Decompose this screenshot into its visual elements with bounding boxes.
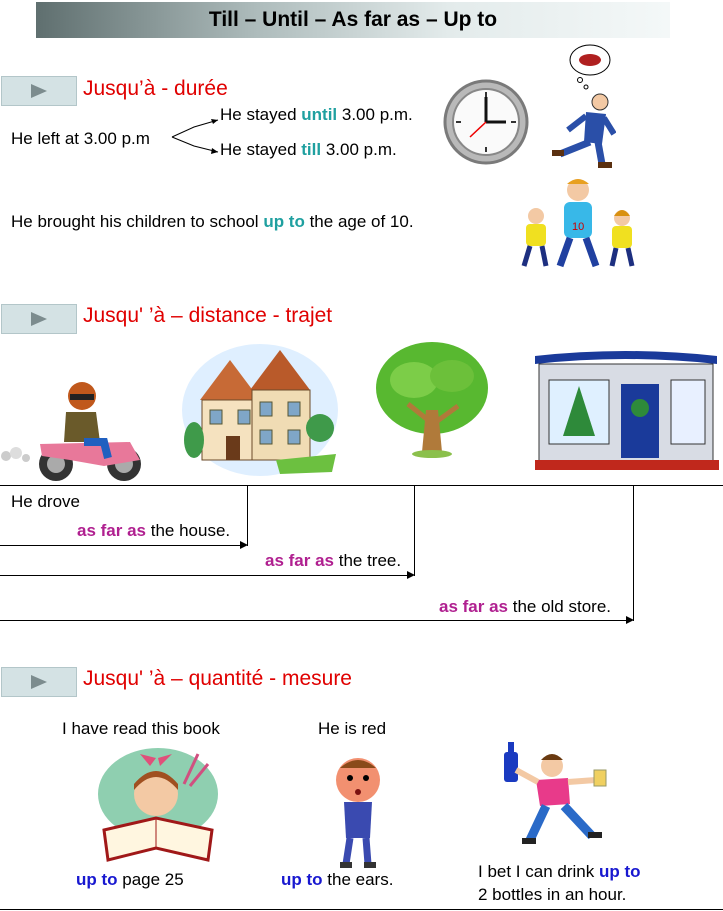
- keyword-up-to: up to: [281, 870, 323, 889]
- store-marker-line: [633, 485, 634, 621]
- duree-school-line: He brought his children to school up to the age of 10.: [11, 212, 414, 231]
- red-faced-man-image: [328, 754, 386, 870]
- book-top-text: I have read this book: [62, 719, 220, 738]
- bottom-rule: [0, 909, 723, 910]
- arrowhead-icon: [626, 616, 635, 625]
- arrow-to-house: [0, 545, 244, 546]
- drinking-man-image: [496, 740, 628, 850]
- arrowhead-icon: [407, 571, 416, 580]
- distance-top-rule: [0, 485, 723, 486]
- store-image: [533, 346, 719, 472]
- play-arrow-icon: [29, 83, 49, 99]
- section-heading-distance: Jusqu' ’à – distance - trajet: [83, 304, 333, 327]
- section-2-arrow-button[interactable]: [1, 304, 77, 334]
- keyword-as-far-as: as far as: [439, 597, 508, 616]
- keyword-as-far-as: as far as: [265, 551, 334, 570]
- section-heading-duree: Jusqu’à - durée: [83, 77, 228, 100]
- section-heading-mesure: Jusqu' ’à – quantité - mesure: [83, 667, 352, 690]
- distance-row-store: as far as the old store.: [439, 597, 612, 616]
- drink-line-2: 2 bottles in an hour.: [478, 885, 627, 904]
- house-marker-line: [247, 485, 248, 546]
- motorcyclist-image: [0, 376, 148, 486]
- distance-row-tree: as far as the tree.: [265, 551, 402, 570]
- arrow-to-store: [0, 620, 630, 621]
- family-image: [512, 176, 642, 272]
- house-image: [180, 340, 340, 480]
- keyword-till: till: [301, 140, 322, 159]
- keyword-up-to: up to: [76, 870, 118, 889]
- distance-row-house: as far as the house.: [77, 521, 231, 540]
- tree-marker-line: [414, 485, 415, 576]
- branch-arrows-icon: [170, 108, 220, 158]
- section-3-arrow-button[interactable]: [1, 667, 77, 697]
- page-title: Till – Until – As far as – Up to: [208, 8, 498, 31]
- keyword-until: until: [301, 105, 338, 124]
- keyword-as-far-as: as far as: [77, 521, 146, 540]
- drink-line-1: I bet I can drink up to: [478, 862, 641, 881]
- duree-line-till: He stayed till 3.00 p.m.: [220, 140, 397, 159]
- businessman-image: [540, 42, 616, 172]
- distance-start-text: He drove: [11, 492, 80, 511]
- play-arrow-icon: [29, 311, 49, 327]
- duree-line-until: He stayed until 3.00 p.m.: [220, 105, 413, 124]
- keyword-up-to: up to: [598, 862, 641, 881]
- red-top-text: He is red: [318, 719, 387, 738]
- arrow-to-tree: [0, 575, 411, 576]
- duree-left-text: He left at 3.00 p.m: [11, 129, 150, 148]
- reading-girl-image: [94, 744, 224, 866]
- title-bar: [36, 2, 670, 38]
- keyword-up-to: up to: [263, 212, 305, 231]
- play-arrow-icon: [29, 674, 49, 690]
- clock-image: [440, 77, 532, 167]
- svg-text:10: 10: [572, 221, 585, 233]
- section-1-arrow-button[interactable]: [1, 76, 77, 106]
- red-bottom-text: up to the ears.: [281, 870, 394, 889]
- tree-image: [372, 340, 492, 462]
- arrowhead-icon: [240, 541, 249, 550]
- book-bottom-text: up to page 25: [76, 870, 184, 889]
